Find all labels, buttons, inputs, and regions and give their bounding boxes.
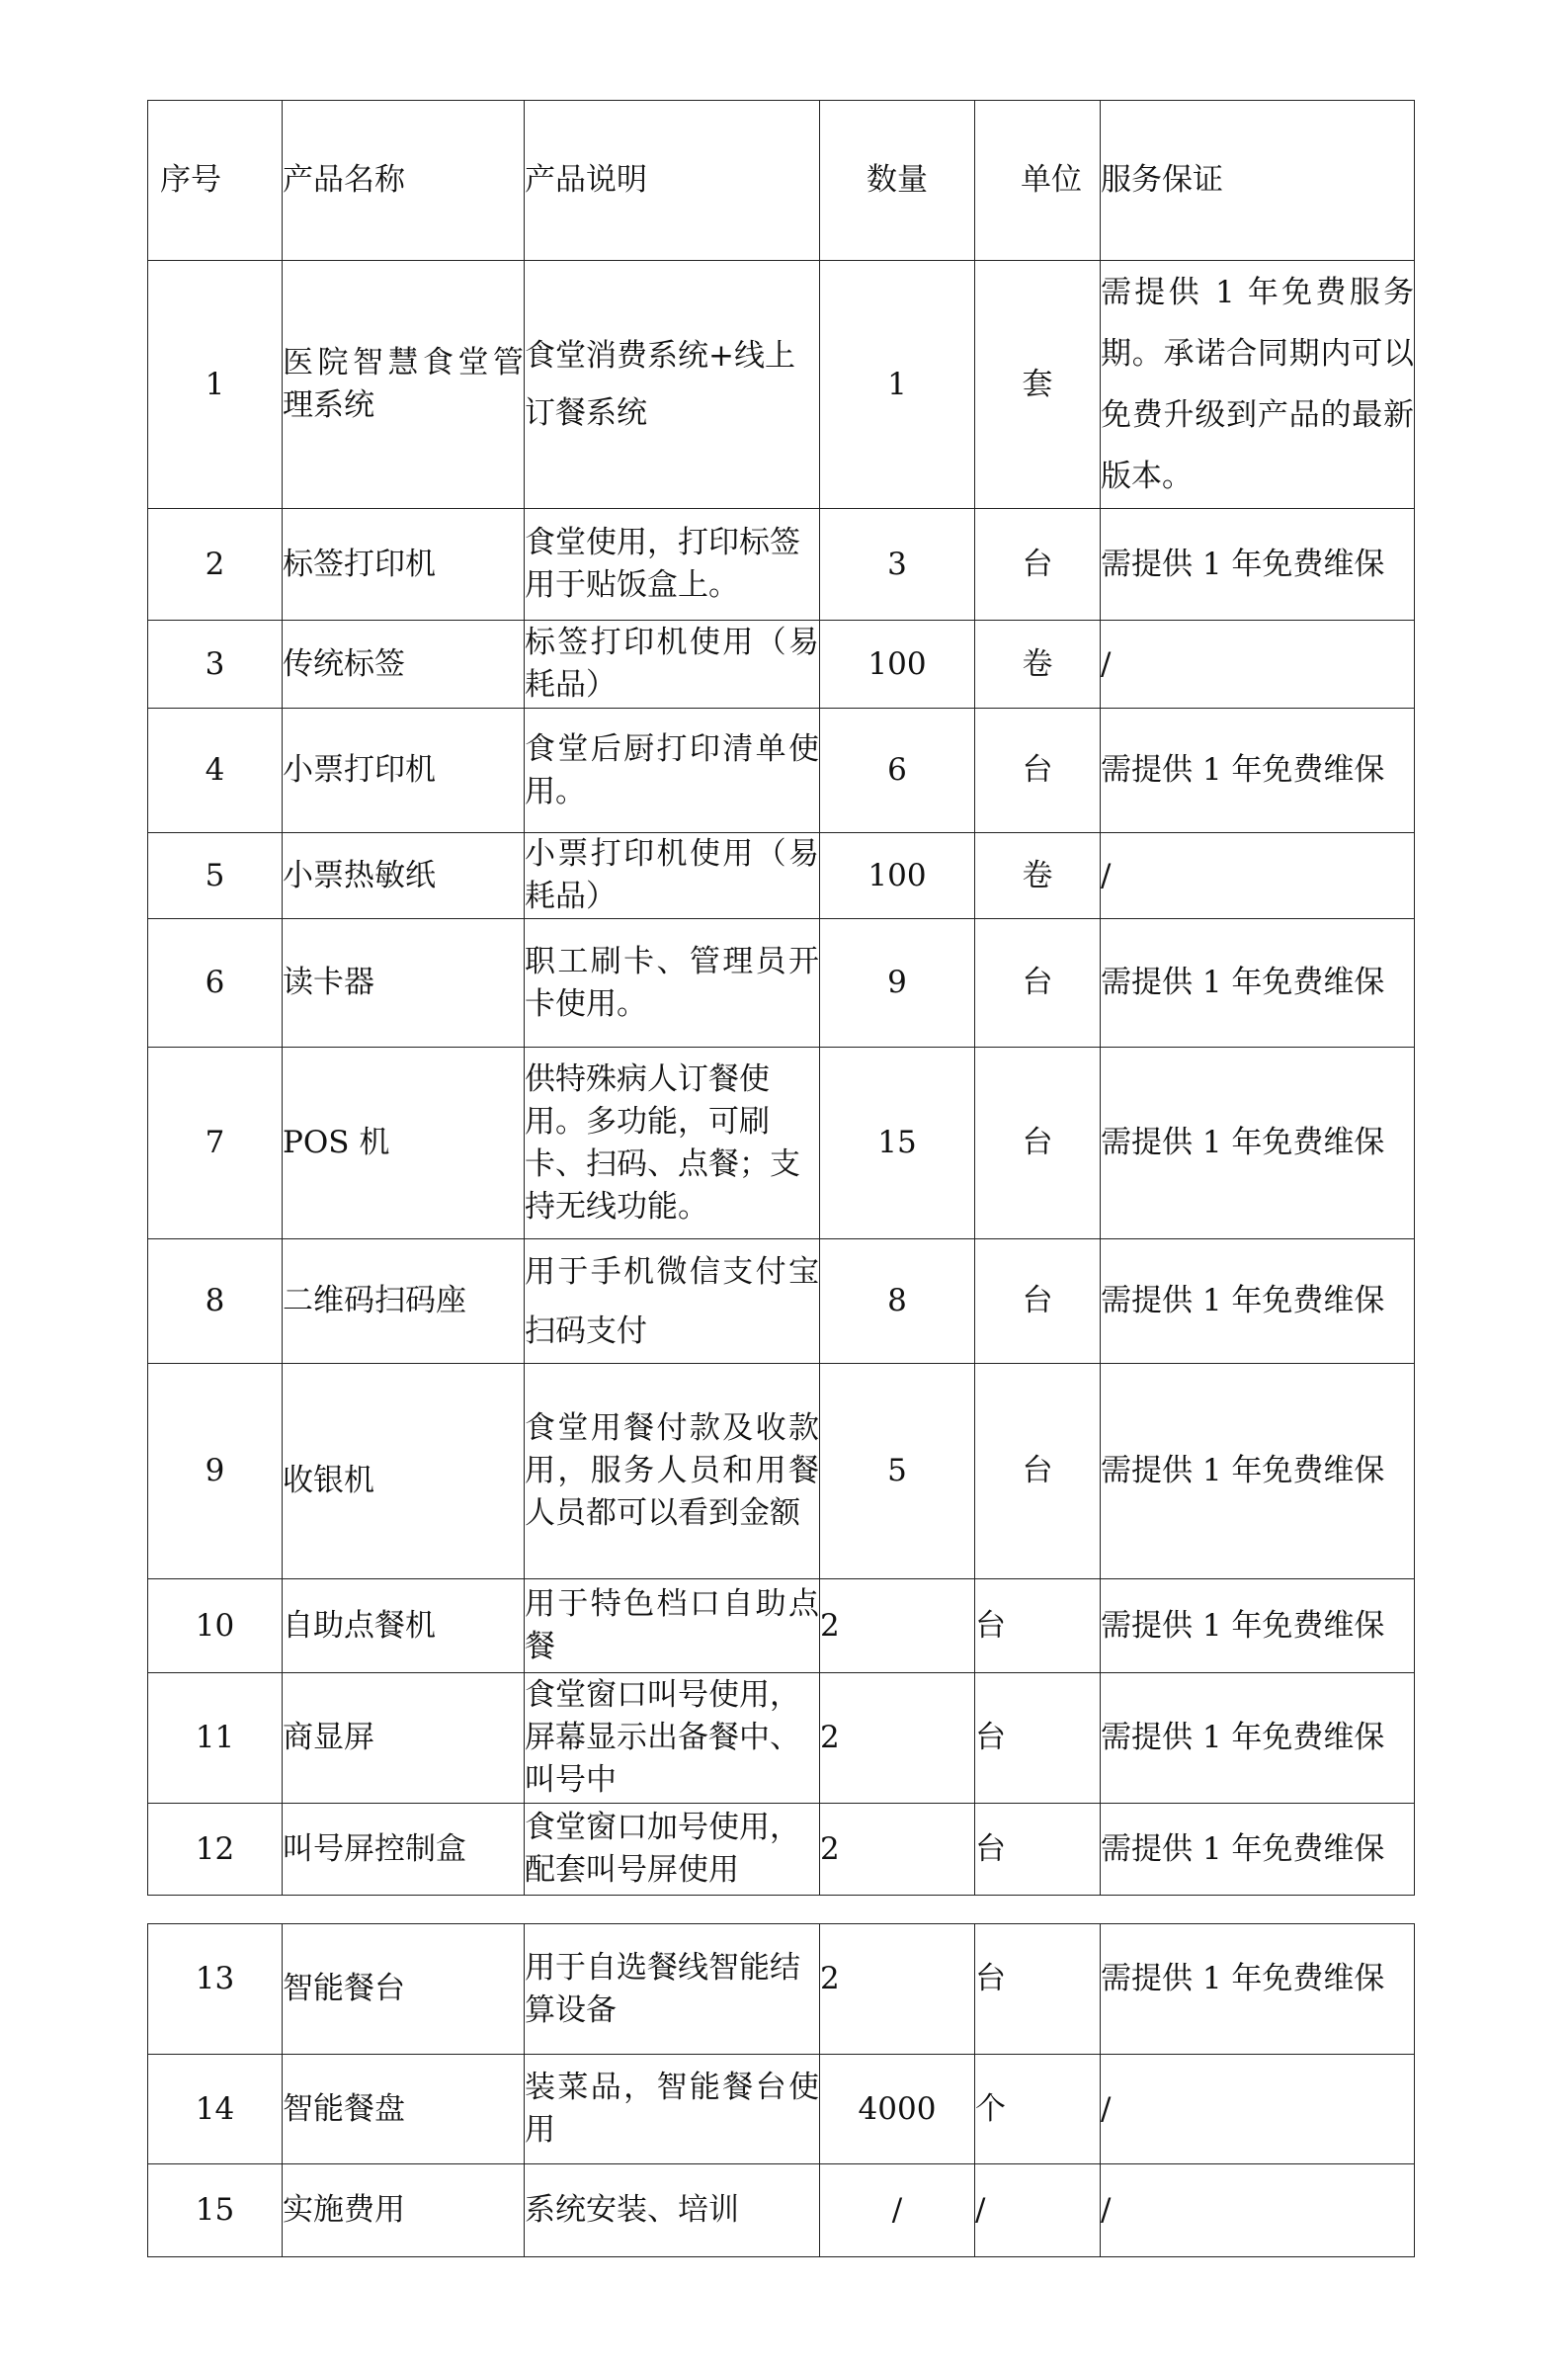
- row-unit: 卷: [975, 833, 1101, 919]
- row-service: 需提供 1 年免费服务期。承诺合同期内可以免费升级到产品的最新版本。: [1101, 261, 1415, 509]
- row-service: 需提供 1 年免费维保: [1101, 1048, 1415, 1239]
- header-name: 产品名称: [283, 101, 525, 261]
- row-desc: 食堂窗口叫号使用，屏幕显示出备餐中、叫号中: [525, 1673, 820, 1804]
- header-desc: 产品说明: [525, 101, 820, 261]
- row-name: 小票打印机: [283, 709, 525, 833]
- table-row: [148, 919, 1415, 1048]
- table-row: [148, 1804, 1415, 1896]
- row-no: 7: [148, 1048, 283, 1239]
- row-name: 小票热敏纸: [283, 833, 525, 919]
- row-name: 叫号屏控制盒: [283, 1804, 525, 1896]
- row-qty: 8: [820, 1239, 975, 1364]
- row-desc: 食堂使用，打印标签用于贴饭盒上。: [525, 509, 820, 621]
- row-name: 智能餐台: [283, 1924, 525, 2055]
- row-service: 需提供 1 年免费维保: [1101, 1239, 1415, 1364]
- row-qty: 100: [820, 621, 975, 709]
- row-qty: 2: [820, 1804, 975, 1896]
- row-unit: 台: [975, 709, 1101, 833]
- row-unit: 台: [975, 1579, 1101, 1673]
- row-qty: 5: [820, 1364, 975, 1579]
- row-name: 传统标签: [283, 621, 525, 709]
- row-unit: 套: [975, 261, 1101, 509]
- row-qty: 15: [820, 1048, 975, 1239]
- row-qty: 2: [820, 1673, 975, 1804]
- row-service: 需提供 1 年免费维保: [1101, 1579, 1415, 1673]
- row-no: 5: [148, 833, 283, 919]
- row-qty: 6: [820, 709, 975, 833]
- row-name: 二维码扫码座: [283, 1239, 525, 1364]
- row-qty: 1: [820, 261, 975, 509]
- row-unit: 台: [975, 1804, 1101, 1896]
- table-row: [148, 709, 1415, 833]
- product-table-part-2: [147, 1923, 1415, 2257]
- row-no: 11: [148, 1673, 283, 1804]
- row-service: 需提供 1 年免费维保: [1101, 1673, 1415, 1804]
- row-no: 15: [148, 2164, 283, 2257]
- row-name: POS 机: [283, 1048, 525, 1239]
- row-service: 需提供 1 年免费维保: [1101, 919, 1415, 1048]
- row-no: 14: [148, 2055, 283, 2164]
- row-no: 13: [148, 1924, 283, 2055]
- row-service: /: [1101, 833, 1415, 919]
- row-desc: 用于手机微信支付宝扫码支付: [525, 1239, 820, 1364]
- header-service: 服务保证: [1101, 101, 1415, 261]
- row-no: 1: [148, 261, 283, 509]
- row-qty: 3: [820, 509, 975, 621]
- row-desc: 职工刷卡、管理员开卡使用。: [525, 919, 820, 1048]
- row-service: /: [1101, 2164, 1415, 2257]
- row-qty: /: [820, 2164, 975, 2257]
- table-row: [148, 2055, 1415, 2164]
- row-name: 自助点餐机: [283, 1579, 525, 1673]
- row-desc: 标签打印机使用（易耗品）: [525, 621, 820, 709]
- table-row: [148, 509, 1415, 621]
- header-qty: 数量: [820, 101, 975, 261]
- table-row: [148, 621, 1415, 709]
- row-unit: 台: [975, 1673, 1101, 1804]
- row-desc: 供特殊病人订餐使用。多功能，可刷卡、扫码、点餐；支持无线功能。: [525, 1048, 820, 1239]
- row-no: 9: [148, 1364, 283, 1579]
- row-desc: 系统安装、培训: [525, 2164, 820, 2257]
- row-name: 读卡器: [283, 919, 525, 1048]
- table-row: [148, 1364, 1415, 1579]
- row-unit: 台: [975, 919, 1101, 1048]
- row-no: 12: [148, 1804, 283, 1896]
- row-desc: 用于自选餐线智能结算设备: [525, 1924, 820, 2055]
- row-unit: 个: [975, 2055, 1101, 2164]
- row-name: 标签打印机: [283, 509, 525, 621]
- row-no: 2: [148, 509, 283, 621]
- row-unit: 台: [975, 509, 1101, 621]
- row-qty: 2: [820, 1579, 975, 1673]
- row-service: 需提供 1 年免费维保: [1101, 709, 1415, 833]
- row-name: 商显屏: [283, 1673, 525, 1804]
- table-row: [148, 1924, 1415, 2055]
- table-row: [148, 1048, 1415, 1239]
- row-desc: 食堂窗口加号使用，配套叫号屏使用: [525, 1804, 820, 1896]
- row-no: 4: [148, 709, 283, 833]
- product-table-part-1: [147, 100, 1415, 1896]
- table-row: [148, 261, 1415, 509]
- row-no: 8: [148, 1239, 283, 1364]
- row-unit: 台: [975, 1048, 1101, 1239]
- row-unit: 台: [975, 1364, 1101, 1579]
- row-desc: 用于特色档口自助点餐: [525, 1579, 820, 1673]
- row-desc: 小票打印机使用（易耗品）: [525, 833, 820, 919]
- row-unit: 台: [975, 1924, 1101, 2055]
- row-name: 收银机: [283, 1364, 525, 1579]
- row-no: 10: [148, 1579, 283, 1673]
- row-name: 医院智慧食堂管理系统: [283, 261, 525, 509]
- row-qty: 4000: [820, 2055, 975, 2164]
- row-service: 需提供 1 年免费维保: [1101, 1364, 1415, 1579]
- row-service: 需提供 1 年免费维保: [1101, 1924, 1415, 2055]
- row-desc: 食堂后厨打印清单使用。: [525, 709, 820, 833]
- header-unit: 单位: [975, 101, 1101, 261]
- row-service: /: [1101, 621, 1415, 709]
- row-qty: 100: [820, 833, 975, 919]
- row-desc: 装菜品，智能餐台使用: [525, 2055, 820, 2164]
- table-row: [148, 1579, 1415, 1673]
- row-unit: 卷: [975, 621, 1101, 709]
- row-desc: 食堂用餐付款及收款用，服务人员和用餐人员都可以看到金额: [525, 1364, 820, 1579]
- table-row: [148, 2164, 1415, 2257]
- table-row: [148, 1673, 1415, 1804]
- row-desc: 食堂消费系统+线上订餐系统: [525, 261, 820, 509]
- row-name: 实施费用: [283, 2164, 525, 2257]
- header-no: 序号: [148, 101, 283, 261]
- row-service: 需提供 1 年免费维保: [1101, 509, 1415, 621]
- table-row: [148, 1239, 1415, 1364]
- table-row: [148, 833, 1415, 919]
- row-unit: 台: [975, 1239, 1101, 1364]
- table-header-row: [148, 101, 1415, 261]
- row-unit: /: [975, 2164, 1101, 2257]
- row-qty: 9: [820, 919, 975, 1048]
- row-name: 智能餐盘: [283, 2055, 525, 2164]
- row-no: 6: [148, 919, 283, 1048]
- row-no: 3: [148, 621, 283, 709]
- row-service: /: [1101, 2055, 1415, 2164]
- row-service: 需提供 1 年免费维保: [1101, 1804, 1415, 1896]
- row-qty: 2: [820, 1924, 975, 2055]
